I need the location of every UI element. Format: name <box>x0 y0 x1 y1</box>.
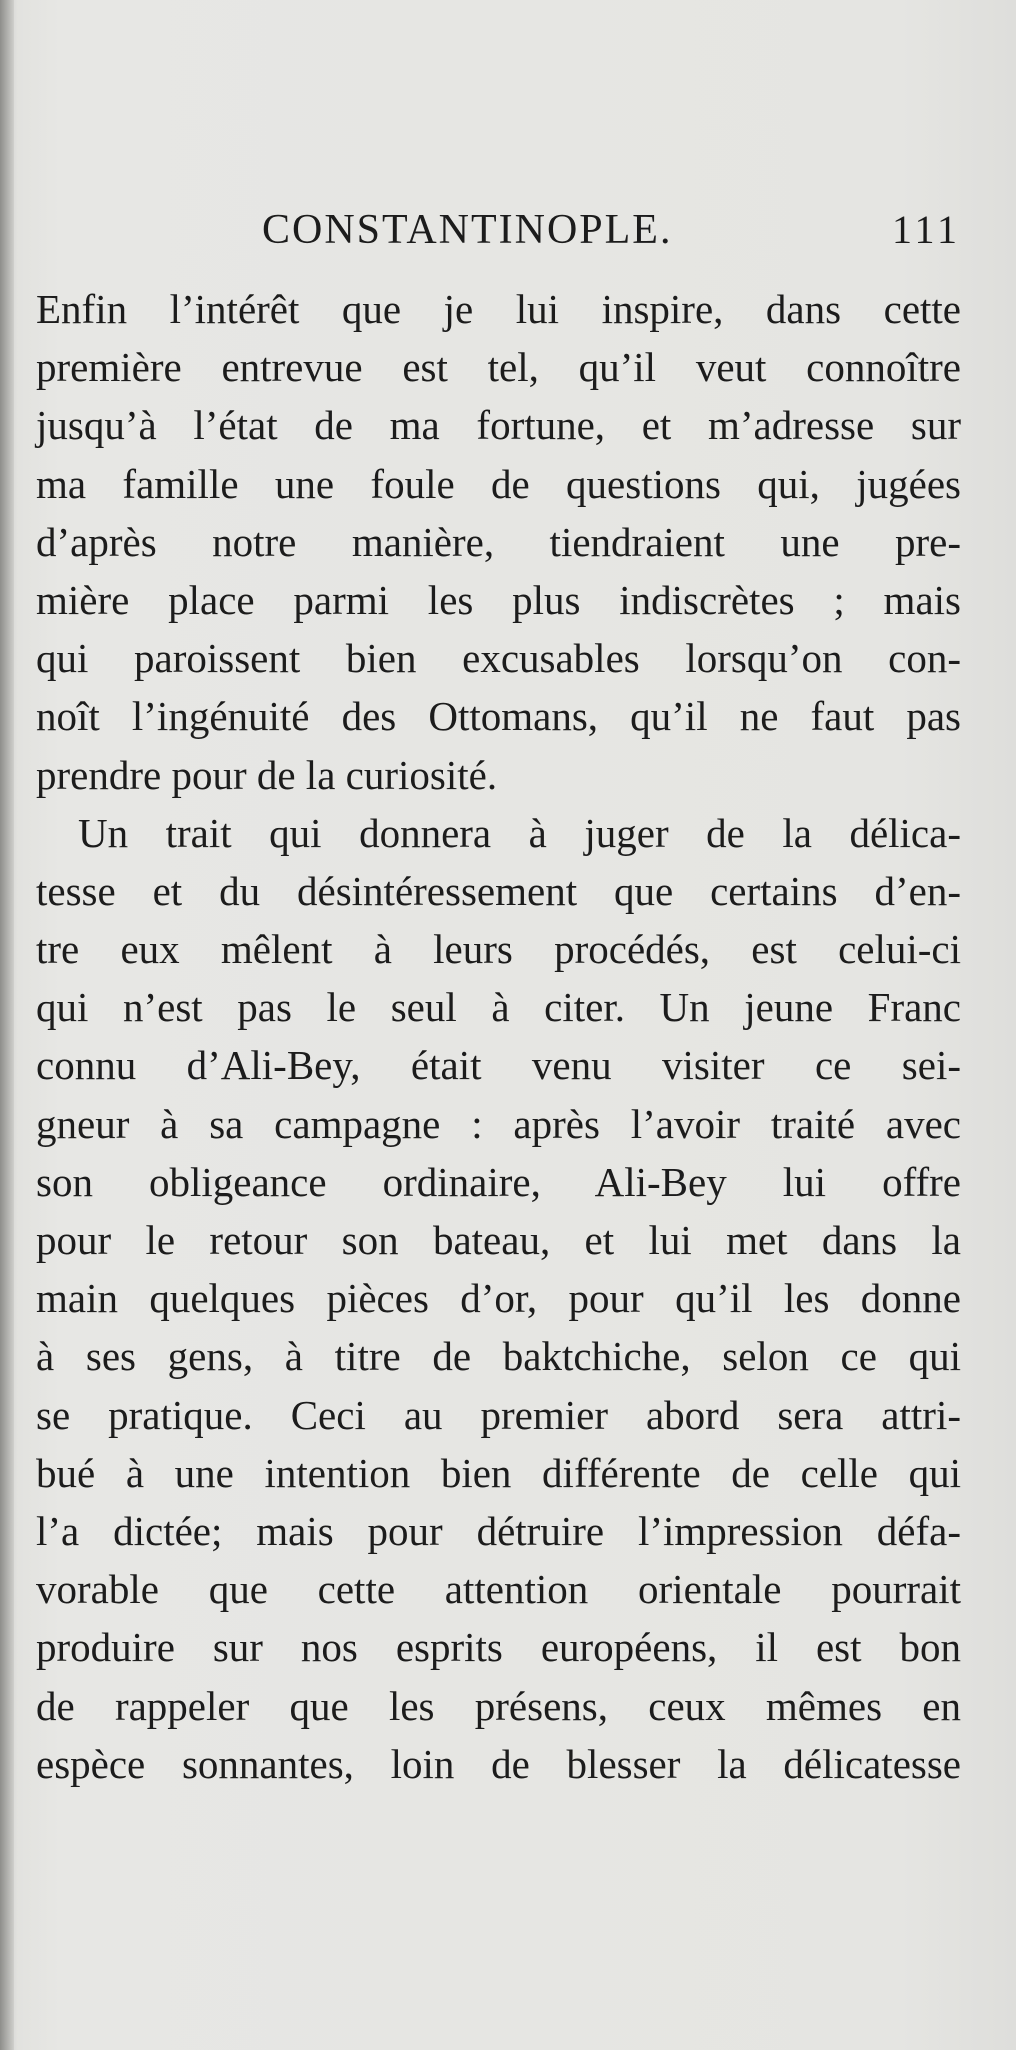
text-line: première entrevue est tel, qu’il veut connoître <box>36 344 961 391</box>
text-line: qui n’est pas le seul à citer. Un jeune Franc <box>36 984 961 1031</box>
page-number: 111 <box>891 207 961 252</box>
text-line: ma famille une foule de questions qui, jugées <box>36 460 961 507</box>
text-line: main quelques pièces d’or, pour qu’il les donne <box>36 1275 961 1322</box>
text-line: se pratique. Ceci au premier abord sera attri- <box>36 1391 961 1438</box>
page-gutter-edge <box>0 0 14 2050</box>
text-line: mière place parmi les plus indiscrètes ; mais <box>36 576 961 623</box>
text-line: à ses gens, à titre de baktchiche, selon ce qui <box>36 1333 961 1380</box>
text-line: pour le retour son bateau, et lui met dans la <box>36 1217 961 1263</box>
body-text <box>36 280 961 1793</box>
text-line: d’après notre manière, tiendraient une pre- <box>36 518 961 565</box>
text-line: jusqu’à l’état de ma fortune, et m’adresse sur <box>36 402 961 449</box>
text-line: qui paroissent bien excusables lorsqu’on con- <box>36 635 961 682</box>
text-line: tre eux mêlent à leurs procédés, est celui-ci <box>36 926 961 973</box>
text-line: Enfin l’intérêt que je lui inspire, dans cette <box>36 286 961 332</box>
text-line: son obligeance ordinaire, Ali-Bey lui offre <box>36 1158 961 1205</box>
paragraph-first-line: Un trait qui donnera à juger de la délica- <box>78 809 961 856</box>
text-line: l’a dictée; mais pour détruire l’impression défa- <box>36 1507 961 1554</box>
text-line: tesse et du désintéressement que certains d’en- <box>36 867 961 914</box>
text-line: espèce sonnantes, loin de blesser la délicatesse <box>36 1740 961 1787</box>
paragraph-last-line: prendre pour de la curiosité. <box>36 751 498 798</box>
text-line: connu d’Ali-Bey, était venu visiter ce sei- <box>36 1042 961 1089</box>
text-line: bué à une intention bien différente de celle qui <box>36 1449 961 1496</box>
running-head <box>36 200 961 260</box>
text-line: noît l’ingénuité des Ottomans, qu’il ne faut pas <box>36 693 961 740</box>
running-head-title: CONSTANTINOPLE. <box>262 207 673 253</box>
text-line: gneur à sa campagne : après l’avoir traité avec <box>36 1100 961 1147</box>
text-line: produire sur nos esprits européens, il est bon <box>36 1624 961 1671</box>
text-line: de rappeler que les présens, ceux mêmes en <box>36 1682 961 1729</box>
text-line: vorable que cette attention orientale pourrait <box>36 1566 961 1613</box>
